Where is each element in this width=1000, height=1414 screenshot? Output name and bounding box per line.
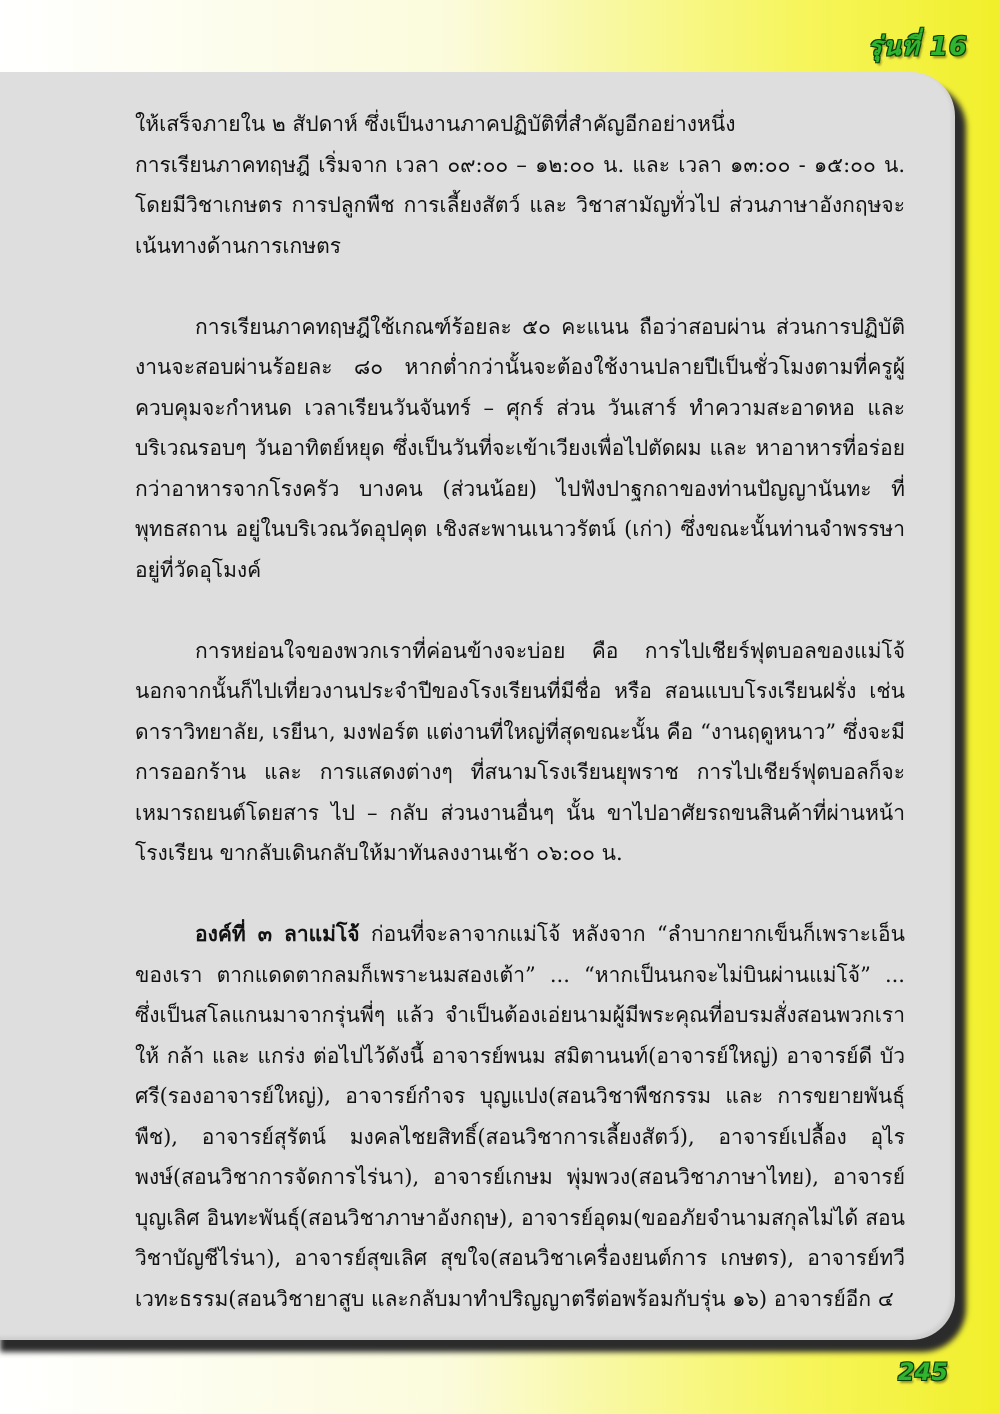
paragraph-3-wrapper [135, 307, 905, 591]
page-number: 245 [897, 1358, 948, 1386]
paragraph-4: การหย่อนใจของพวกเราที่ค่อนข้างจะบ่อย คือ การไปเชียร์ฟุตบอลของแม่โจ้ นอกจากนั้นก็ไปเที่ยวงานประจำปีของโรงเรียนที่มีชื่อ หรือ สอนแบบโรงเรียนฝรั่ง เช่น ดาราวิทยาลัย, เรยีนา, มงฟอร์ต แต่งานที่ใหญ่ที่สุดขณะนั้น คือ “งานฤดูหนาว” ซึ่งจะมีการออกร้าน และ การแสดงต่างๆ ที่สนามโรงเรียนยุพราช การไปเชียร์ฟุตบอลก็จะเหมารถยนต์โดยสาร ไป – กลับ ส่วนงานอื่นๆ นั้น ขาไปอาศัยรถขนสินค้าที่ผ่านหน้าโรงเรียน ขากลับเดินกลับให้มาทันลงงานเช้า ๐๖:๐๐ น. [135, 638, 905, 865]
paragraph-3: การเรียนภาคทฤษฎีใช้เกณฑ์ร้อยละ ๕๐ คะแนน ถือว่าสอบผ่าน ส่วนการปฏิบัติงานจะสอบผ่านร้อยละ ๘๐ หากต่ำกว่านั้นจะต้องใช้งานปลายปีเป็นชั่วโมงตามที่ครูผู้ควบคุมจะกำหนด เวลาเรียนวันจันทร์ – ศุกร์ ส่วน วันเสาร์ ทำความสะอาดหอ และบริเวณรอบๆ วันอาทิตย์หยุด ซึ่งเป็นวันที่จะเข้าเวียงเพื่อไปตัดผม และ หาอาหารที่อร่อยกว่าอาหารจากโรงครัว บางคน (ส่วนน้อย) ไปฟังปาฐกถาของท่านปัญญานันทะ ที่พุทธสถาน อยู่ในบริเวณวัดอุปคุต เชิงสะพานเนาวรัตน์ (เก่า) ซึ่งขณะนั้นท่านจำพรรษาอยู่ที่วัดอุโมงค์ [135, 314, 905, 582]
article-body [135, 104, 905, 1319]
edition-label: รุ่นที่ 16 [867, 32, 968, 62]
paragraph-1: ให้เสร็จภายใน ๒ สัปดาห์ ซึ่งเป็นงานภาคปฏิบัติที่สำคัญอีกอย่างหนึ่ง [135, 112, 736, 136]
paragraph-4-wrapper [135, 631, 905, 874]
paragraph-2: การเรียนภาคทฤษฎี เริ่มจาก เวลา ๐๙:๐๐ – ๑๒:๐๐ น. และ เวลา ๑๓:๐๐ - ๑๕:๐๐ น. โดยมีวิชาเกษตร การปลูกพืช การเลี้ยงสัตว์ และ วิชาสามัญทั่วไป ส่วนภาษาอังกฤษจะเน้นทางด้านการเกษตร [135, 152, 905, 258]
paragraph-5-wrapper [135, 914, 905, 1319]
paragraph-5: ก่อนที่จะลาจากแม่โจ้ หลังจาก “ลำบากยากเข็นก็เพราะเอ็นของเรา ตากแดดตากลมก็เพราะนมสองเต้า” ... “หากเป็นนกจะไม่บินผ่านแม่โจ้” ... ซึ่งเป็นสโลแกนมาจากรุ่นพี่ๆ แล้ว จำเป็นต้องเอ่ยนามผู้มีพระคุณที่อบรมสั่งสอนพวกเราให้ กล้า และ แกร่ง ต่อไปไว้ดังนี้ อาจารย์พนม สมิตานนท์(อาจารย์ใหญ่) อาจารย์ดี บัวศรี(รองอาจารย์ใหญ่), อาจารย์กำจร บุญแปง(สอนวิชาพืชกรรม และ การขยายพันธุ์พืช), อาจารย์สุรัตน์ มงคลไชยสิทธิ์(สอนวิชาการเลี้ยงสัตว์), อาจารย์เปลื้อง อุไรพงษ์(สอนวิชาการจัดการไร่นา), อาจารย์เกษม พุ่มพวง(สอนวิชาภาษาไทย), อาจารย์บุญเลิศ อินทะพันธุ์(สอนวิชาภาษาอังกฤษ), อาจารย์อุดม(ขออภัยจำนามสกุลไม่ได้ สอนวิชาบัญชีไร่นา), อาจารย์สุขเลิศ สุขใจ(สอนวิชาเครื่องยนต์การ เกษตร), อาจารย์ทวี เวทะธรรม(สอนวิชายาสูบ และกลับมาทำปริญญาตรีต่อพร้อมกับรุ่น ๑๖) อาจารย์อีก ๔ [135, 922, 906, 1311]
section-heading: องค์ที่ ๓ ลาแม่โจ้ [195, 921, 360, 946]
